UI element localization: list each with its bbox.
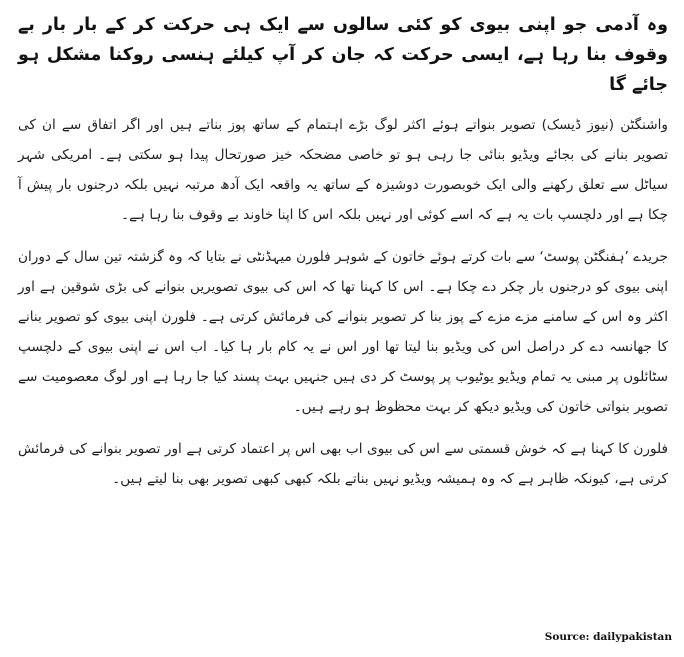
article	[18, 10, 668, 506]
article-paragraph-2: جریدے ’ہفنگٹن پوسٹ‘ سے بات کرتے ہوئے خاتون کے شوہر فلورن میہڈنٹی نے بتایا کہ وہ گزشتہ تین سال کے دوران اپنی بیوی کو درجنوں بار چکر دے چکا ہے۔ اس کا کہنا تھا کہ اس کی بیوی تصویریں بنوانے کی بڑی شوقین ہے اور اکثر وہ اس کے سامنے مزے مزے کے پوز بنا کر تصویر بنوانے کی فرمائش کرتی ہے۔ فلورن اپنی بیوی کو تصویر بنانے کا جھانسہ دے کر دراصل اس کی ویڈیو بنا لیتا تھا اور اس نے یہ کام بار ہا کیا۔ اب اس نے اپنی بیوی کے دلچسپ سٹائلوں پر مبنی یہ تمام ویڈیو یوٹیوب پر پوسٹ کر دی ہیں جنہیں بہت پسند کیا جا رہا ہے اور لوگ معصومیت سے تصویر بنواتی خاتون کی ویڈیو دیکھ کر بہت محظوظ ہو رہے ہیں۔	[18, 249, 668, 415]
source-credit: Source: dailypakistan	[544, 631, 672, 643]
article-paragraph-1: واشنگٹن (نیوز ڈیسک) تصویر بنواتے ہوئے اکثر لوگ بڑے اہتمام کے ساتھ پوز بناتے ہیں اور اگر اتفاق سے ان کی تصویر بنانے کی بجائے ویڈیو بنائی جا رہی ہو تو خاصی مضحکہ خیز صورتحال پیدا ہو سکتی ہے۔ امریکی شہر سیاٹل سے تعلق رکھنے والی ایک خوبصورت دوشیزہ کے ساتھ یہ واقعہ ایک آدھ مرتبہ نہیں بلکہ درجنوں بار پیش آ چکا ہے اور دلچسپ بات یہ ہے کہ اسے کوئی اور نہیں بلکہ اس کا اپنا خاوند بے وقوف بنا رہا ہے۔	[18, 117, 668, 223]
article-paragraph-3: فلورن کا کہنا ہے کہ خوش قسمتی سے اس کی بیوی اب بھی اس پر اعتماد کرتی ہے اور تصویر بنوانے کی فرمائش کرتی ہے، کیونکہ ظاہر ہے کہ وہ ہمیشہ ویڈیو نہیں بناتے بلکہ کبھی کبھی تصویر بھی بنا لیتے ہیں۔	[18, 441, 668, 487]
article-headline: وہ آدمی جو اپنی بیوی کو کئی سالوں سے ایک ہی حرکت کر کے بار بار بے وقوف بنا رہا ہے، ایسی حرکت کہ جان کر آپ کیلئے ہنسی روکنا مشکل ہو جائے گا	[18, 15, 668, 95]
